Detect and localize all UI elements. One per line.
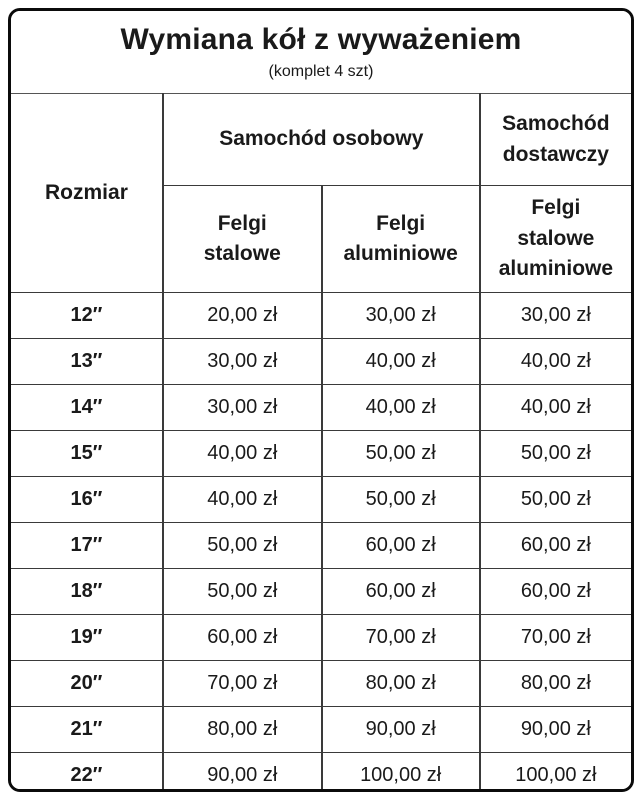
header-felgi-aluminiowe: Felgi aluminiowe [322, 186, 480, 293]
table-row [11, 707, 631, 753]
price-delivery-cell: 70,00 zł [480, 615, 631, 661]
table-row [11, 293, 631, 339]
price-aluminum-cell: 90,00 zł [322, 707, 480, 753]
price-steel-cell: 50,00 zł [163, 569, 322, 615]
price-aluminum-cell: 30,00 zł [322, 293, 480, 339]
size-cell: 19″ [11, 615, 163, 661]
title-cell [11, 11, 631, 94]
size-cell: 18″ [11, 569, 163, 615]
price-delivery-cell: 40,00 zł [480, 385, 631, 431]
price-aluminum-cell: 80,00 zł [322, 661, 480, 707]
price-steel-cell: 80,00 zł [163, 707, 322, 753]
price-delivery-cell: 100,00 zł [480, 753, 631, 793]
size-cell: 21″ [11, 707, 163, 753]
size-cell: 14″ [11, 385, 163, 431]
price-steel-cell: 60,00 zł [163, 615, 322, 661]
price-steel-cell: 30,00 zł [163, 339, 322, 385]
price-steel-cell: 40,00 zł [163, 477, 322, 523]
table-title: Wymiana kół z wyważeniem [120, 23, 522, 57]
price-aluminum-cell: 100,00 zł [322, 753, 480, 793]
table-row [11, 385, 631, 431]
table-row [11, 339, 631, 385]
header-rozmiar: Rozmiar [11, 94, 163, 293]
size-cell: 16″ [11, 477, 163, 523]
price-delivery-cell: 30,00 zł [480, 293, 631, 339]
price-aluminum-cell: 60,00 zł [322, 523, 480, 569]
table-subtitle: (komplet 4 szt) [268, 62, 374, 80]
price-steel-cell: 40,00 zł [163, 431, 322, 477]
header-felgi-stalowe-aluminiowe: Felgi stalowe aluminiowe [480, 186, 631, 293]
size-cell: 22″ [11, 753, 163, 793]
price-delivery-cell: 60,00 zł [480, 523, 631, 569]
price-steel-cell: 20,00 zł [163, 293, 322, 339]
price-delivery-cell: 90,00 zł [480, 707, 631, 753]
header-samochod-dostawczy: Samochód dostawczy [480, 94, 631, 186]
price-aluminum-cell: 60,00 zł [322, 569, 480, 615]
price-aluminum-cell: 40,00 zł [322, 339, 480, 385]
price-table-card [8, 8, 634, 792]
table-row [11, 753, 631, 793]
table-row [11, 569, 631, 615]
price-aluminum-cell: 50,00 zł [322, 477, 480, 523]
size-cell: 20″ [11, 661, 163, 707]
header-samochod-osobowy: Samochód osobowy [163, 94, 480, 186]
price-aluminum-cell: 70,00 zł [322, 615, 480, 661]
price-delivery-cell: 50,00 zł [480, 477, 631, 523]
table-row [11, 661, 631, 707]
price-steel-cell: 90,00 zł [163, 753, 322, 793]
price-delivery-cell: 60,00 zł [480, 569, 631, 615]
table-row [11, 477, 631, 523]
price-steel-cell: 70,00 zł [163, 661, 322, 707]
price-steel-cell: 50,00 zł [163, 523, 322, 569]
size-cell: 13″ [11, 339, 163, 385]
size-cell: 12″ [11, 293, 163, 339]
price-steel-cell: 30,00 zł [163, 385, 322, 431]
table-row [11, 523, 631, 569]
size-cell: 17″ [11, 523, 163, 569]
price-delivery-cell: 80,00 zł [480, 661, 631, 707]
price-delivery-cell: 40,00 zł [480, 339, 631, 385]
price-aluminum-cell: 50,00 zł [322, 431, 480, 477]
table-row [11, 431, 631, 477]
size-cell: 15″ [11, 431, 163, 477]
table-row [11, 615, 631, 661]
price-table [11, 11, 631, 792]
price-delivery-cell: 50,00 zł [480, 431, 631, 477]
price-aluminum-cell: 40,00 zł [322, 385, 480, 431]
header-felgi-stalowe: Felgi stalowe [163, 186, 322, 293]
